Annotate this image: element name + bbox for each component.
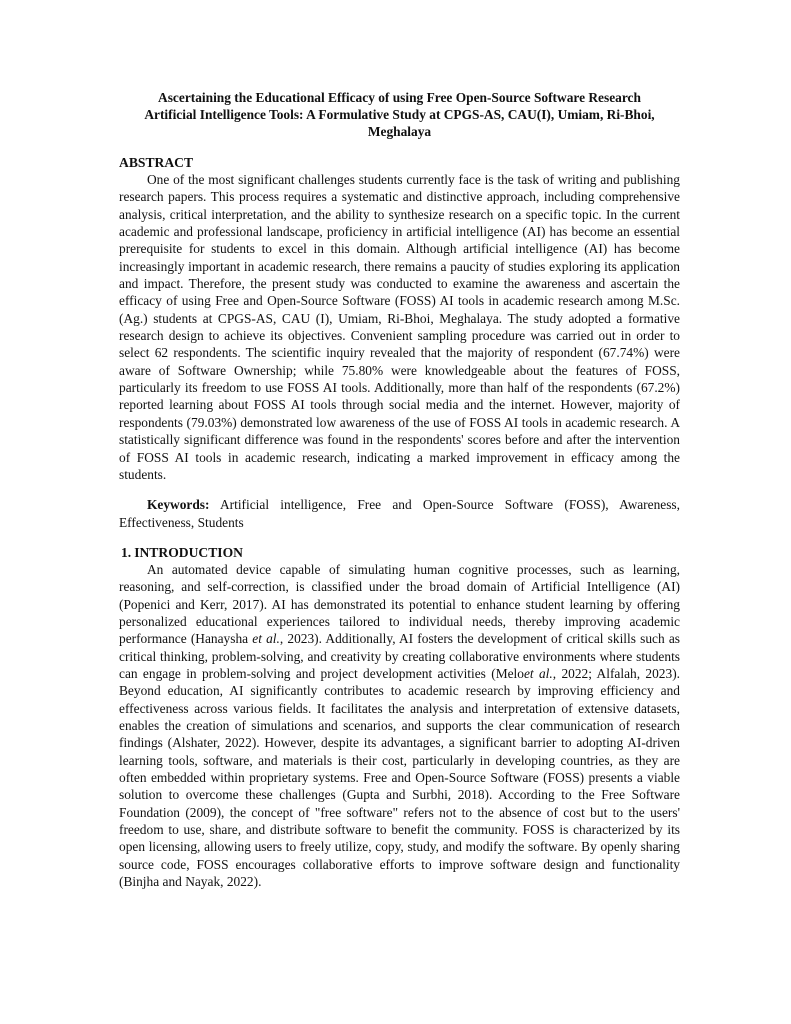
intro-segment: An automated device capable of simulating human cognitive processes, such as learning, reasoning, and self-correction, is classified under the broad domain of Artificial Intelligence (AI) (Popenici and Kerr, 2017). AI has demonstrated its potential to enhance student learning by offering personalized educational experiences tailored to individual needs, thereby improving academic performance (Hanaysha: [119, 561, 680, 647]
keywords-list: Artificial intelligence, Free and Open-Source Software (FOSS), Awareness, Effectiveness, Students: [119, 497, 680, 530]
intro-citation-italic: et al.: [252, 631, 280, 647]
intro-segment: , 2022; Alfalah, 2023). Beyond education, AI significantly contributes to academic research by improving efficiency and effectiveness across various fields. It facilitates the analysis and interpretation of extensive datasets, enables the creation of simulations and scenarios, and supports the clear communication of research findings (Alshater, 2022). However, despite its advantages, a significant barrier to adopting AI-driven learning tools, software, and materials is their cost, particularly in developing countries, as they are often embedded within proprietary systems. Free and Open-Source Software (FOSS) presents a viable solution to overcome these challenges (Gupta and Surbhi, 2018). According to the Free Software Foundation (2009), the concept of "free software" refers not to the absence of cost but to the users' freedom to use, share, and distribute software to benefit the community. FOSS is characterized by its open licensing, allowing users to freely utilize, copy, study, and modify the software. By openly sharing source code, FOSS encourages collaborative efforts to improve software design and functionality (Binjha and Nayak, 2022).: [119, 665, 680, 890]
abstract-text: One of the most significant challenges students currently face is the task of writing and publishing research papers. This process requires a systematic and distinctive approach, including comprehensive analysis, critical interpretation, and the ability to synthesize research on a specific topic. In the current academic and professional landscape, proficiency in artificial intelligence (AI) has become an essential prerequisite for students to excel in this domain. Although artificial intelligence (AI) has become increasingly important in academic research, there remains a paucity of studies exploring its application and impact. Therefore, the present study was conducted to examine the awareness and ascertain the efficacy of using Free and Open-Source Software (FOSS) AI tools in academic research among M.Sc. (Ag.) students at CPGS-AS, CAU (I), Umiam, Ri-Bhoi, Meghalaya. The study adopted a formative research design to achieve its objectives. Convenient sampling procedure was carried out in order to select 62 respondents. The scientific inquiry revealed that the majority of respondent (67.74%) were aware of Software Ownership; while 75.80% were knowledgeable about the features of FOSS, particularly its freedom to use FOSS AI tools. Additionally, more than half of the respondents (67.2%) reported learning about FOSS AI tools through social media and the internet. However, majority of respondents (79.03%) demonstrated low awareness of the use of FOSS AI tools in academic research. A statistically significant difference was found in the respondents' scores before and after the intervention of FOSS AI tools in academic research, indicating a marked improvement in efficacy among the students.: [119, 172, 680, 482]
paper-title: Ascertaining the Educational Efficacy of using Free Open-Source Software Research Artificial Intelligence Tools: A Formulative Study at CPGS-AS, CAU(I), Umiam, Ri-Bhoi, Meghalaya: [144, 90, 655, 139]
intro-segment: , 2023). Additionally, AI fosters the development of critical skills such as critical thinking, problem-solving, and creativity by creating collaborative environments where students can engage in problem-solving and project development activities (Melo: [119, 631, 681, 681]
section-title: INTRODUCTION: [134, 544, 243, 560]
introduction-text: [119, 561, 680, 891]
page-content: [119, 89, 680, 890]
intro-citation-italic: et al.: [523, 665, 553, 681]
keywords-paragraph: [119, 496, 680, 531]
section-number: 1.: [121, 544, 132, 560]
abstract-heading: ABSTRACT: [119, 155, 194, 170]
keywords-label: Keywords:: [147, 497, 210, 513]
introduction-heading: [121, 544, 680, 561]
